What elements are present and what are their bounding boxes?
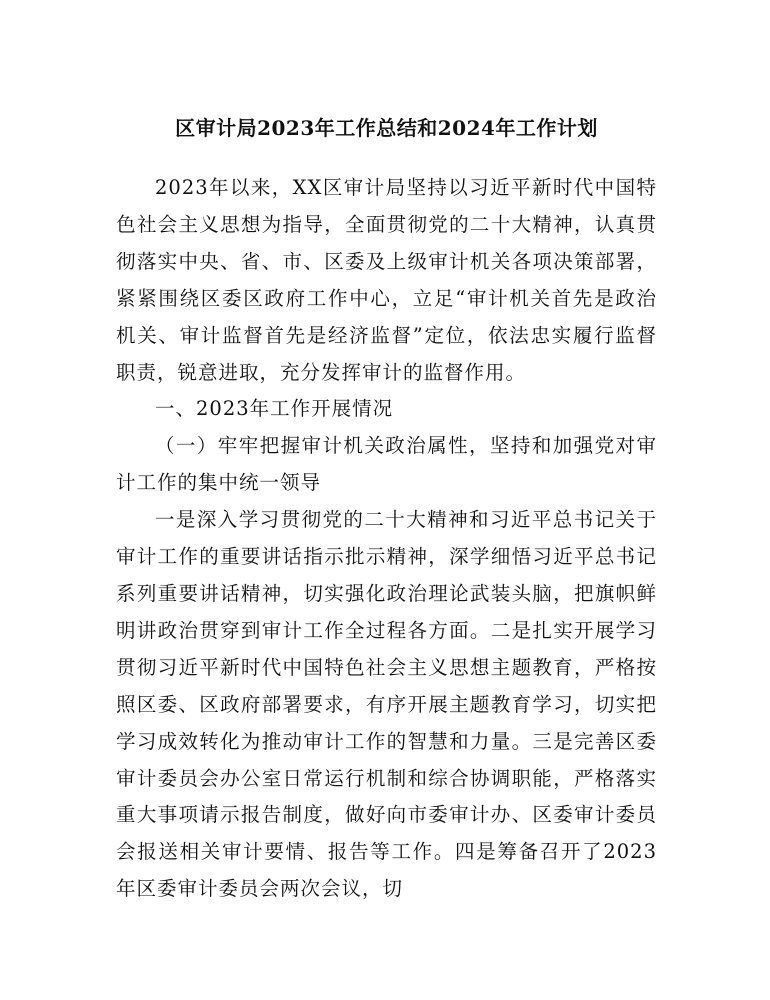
document-title: 区审计局2023年工作总结和2024年工作计划 bbox=[175, 116, 598, 140]
body-paragraph: 一是深入学习贯彻党的二十大精神和习近平总书记关于审计工作的重要讲话指示批示精神，深学细悟习近平总书记系列重要讲话精神，切实强化政治理论武装头脑，把旗帜鲜明讲政治贯穿到审计工作全过程各方面。二是扎实开展学习贯彻习近平新时代中国特色社会主义思想主题教育，严格按照区委、区政府部署要求，有序开展主题教育学习，切实把学习成效转化为推动审计工作的智慧和力量。三是完善区委审计委员会办公室日常运行机制和综合协调职能，严格落实重大事项请示报告制度，做好向市委审计办、区委审计委员会报送相关审计要情、报告等工作。四是筹备召开了2023年区委审计委员会两次会议，切 bbox=[116, 508, 657, 901]
section-heading: 一、2023年工作开展情况 bbox=[155, 397, 394, 421]
intro-paragraph: 2023年以来，XX区审计局坚持以习近平新时代中国特色社会主义思想为指导，全面贯彻党的二十大精神，认真贯彻落实中央、省、市、区委及上级审计机关各项决策部署，紧紧围绕区委区政府工作中心，立足“审计机关首先是政治机关、审计监督首先是经济监督”定位，依法忠实履行监督职责，锐意进取，充分发挥审计的监督作用。 bbox=[116, 176, 657, 384]
document-body bbox=[116, 170, 657, 908]
subsection-heading: （一）牢牢把握审计机关政治属性，坚持和加强党对审计工作的集中统一领导 bbox=[116, 434, 657, 495]
